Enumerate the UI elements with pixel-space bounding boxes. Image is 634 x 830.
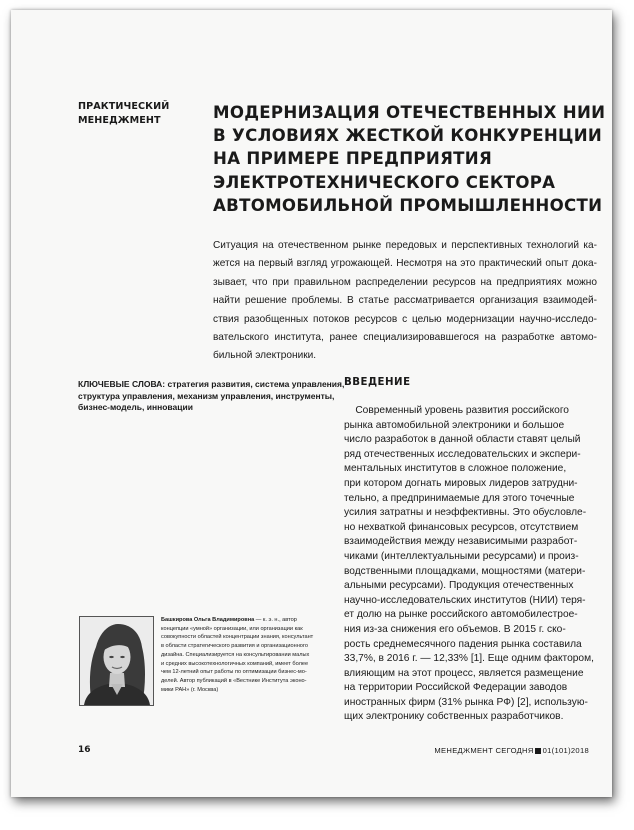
body-line: влияющим на этот процесс, является размещение (344, 667, 584, 679)
keywords-line: КЛЮЧЕВЫЕ СЛОВА: стратегия развития, система управления, (78, 379, 345, 389)
journal-issue: 01(101)2018 (542, 746, 589, 755)
body-line: Современный уровень развития российского (344, 405, 569, 416)
body-line: при котором догнать мировых лидеров затрудни- (344, 477, 578, 489)
rubric-line: МЕНЕДЖМЕНТ (78, 115, 161, 126)
body-line: альными ресурсами). Продукция отечественных (344, 580, 574, 592)
title-line: АВТОМОБИЛЬНОЙ ПРОМЫШЛЕННОСТИ (213, 195, 603, 215)
body-line: водственными площадками, мощностями (матери- (344, 565, 586, 577)
abstract-line: зывает, что при правильном распределении ресурсов на предприятиях можно (213, 276, 597, 288)
body-line: научно-исследовательских институтов (НИИ) теря- (344, 594, 586, 606)
author-bio-line: дизайна. Специализируется на консультировании малых (161, 651, 310, 658)
body-line: рость среднемесячного падения рынка составила (344, 638, 582, 650)
author-bio-text: — к. э. н., автор (254, 617, 297, 623)
body-line: чиками (интеллектуальными ресурсами) и произ- (344, 550, 579, 562)
author-bio-line: чем 12-летний опыт работы по оптимизации бизнес-мо- (161, 669, 307, 676)
article-title (213, 101, 606, 217)
author-bio-line: совокупности областей концентрации знания, консультант (161, 634, 314, 641)
title-line: НА ПРИМЕРЕ ПРЕДПРИЯТИЯ (213, 149, 493, 169)
author-bio-line: в области стратегического развития и организационного (161, 643, 308, 650)
title-line: В УСЛОВИЯХ ЖЕСТКОЙ КОНКУРЕНЦИИ (213, 126, 603, 146)
author-bio-line: мики РАН» (г. Москва) (161, 686, 219, 693)
abstract-line: жется на первый взгляд угрожающей. Несмотря на это практический опыт дока- (213, 258, 597, 270)
body-line: взаимодействия между независимыми разработ- (344, 536, 578, 548)
title-line: ЭЛЕКТРОТЕХНИЧЕСКОГО СЕКТОРА (213, 172, 556, 192)
author-bio-line: делей. Автор публикаций в «Вестнике Института эконо- (161, 677, 307, 684)
article-abstract (213, 237, 597, 366)
author-bio-line: концепции «умной» организации, или организации как (161, 625, 303, 632)
abstract-line: бильной электроники. (213, 350, 317, 362)
abstract-line: ствия разобщенных потоков ресурсов с целью модернизации научно-исследо- (213, 313, 597, 325)
body-line: рынка автомобильной электроники и большое (344, 419, 565, 431)
abstract-line: вательского института, ранее специализировавшегося на разработке автомо- (213, 332, 597, 344)
body-line: тельно, а предпринимаемые для этого точечные (344, 492, 575, 504)
square-separator-icon (535, 748, 541, 754)
section-heading: ВВЕДЕНИЕ (344, 377, 411, 388)
author-name: Башкирова Ольга Владимировна (161, 617, 255, 623)
body-line: ния из-за снижения его объемов. В 2015 г. ско- (344, 623, 566, 635)
author-photo (79, 616, 154, 706)
page-number: 16 (78, 745, 91, 755)
author-bio (161, 616, 321, 694)
rubric-line: ПРАКТИЧЕСКИЙ (78, 101, 170, 112)
body-line: 33,7%, в 2016 г. — 12,33% [1]. Еще одним фактором, (344, 653, 594, 665)
section-rubric (78, 100, 198, 128)
running-footer (434, 746, 589, 755)
keywords-line: бизнес-модель, инновации (78, 402, 193, 413)
body-line: ментальных институтов в сложное положение, (344, 463, 567, 475)
body-line: щих электронику собственных разработчиков. (344, 711, 564, 723)
keywords (78, 379, 345, 414)
author-bio-first-line (161, 616, 321, 625)
abstract-line: найти решение проблемы. В статье рассматривается организация взаимодей- (213, 295, 597, 307)
body-line: число разработок в данной области ставят целый (344, 434, 581, 446)
body-text (344, 404, 594, 725)
body-line: ряд отечественных исследовательских и экспери- (344, 448, 581, 460)
author-portrait-image (80, 617, 153, 705)
body-line: иностранных фирм (31% рынка РФ) [2], использую- (344, 696, 588, 708)
keywords-line: структура управления, механизм управления, инструменты, (78, 390, 335, 401)
body-line: на территории Российской Федерации заводов (344, 682, 568, 694)
body-line: ет долю на рынке российского автомобилестрое- (344, 609, 578, 621)
title-line: МОДЕРНИЗАЦИЯ ОТЕЧЕСТВЕННЫХ НИИ (213, 103, 606, 122)
author-bio-line: и средних высокотехнологичных компаний, имеет более (161, 660, 309, 667)
body-line: усилия затратны и неэффективны. Это обусловле- (344, 507, 587, 519)
body-line: но нехваткой финансовых ресурсов, отсутствием (344, 521, 579, 533)
journal-name: МЕНЕДЖМЕНТ СЕГОДНЯ (434, 746, 534, 755)
abstract-line: Ситуация на отечественном рынке передовых и перспективных технологий ка- (213, 240, 597, 251)
